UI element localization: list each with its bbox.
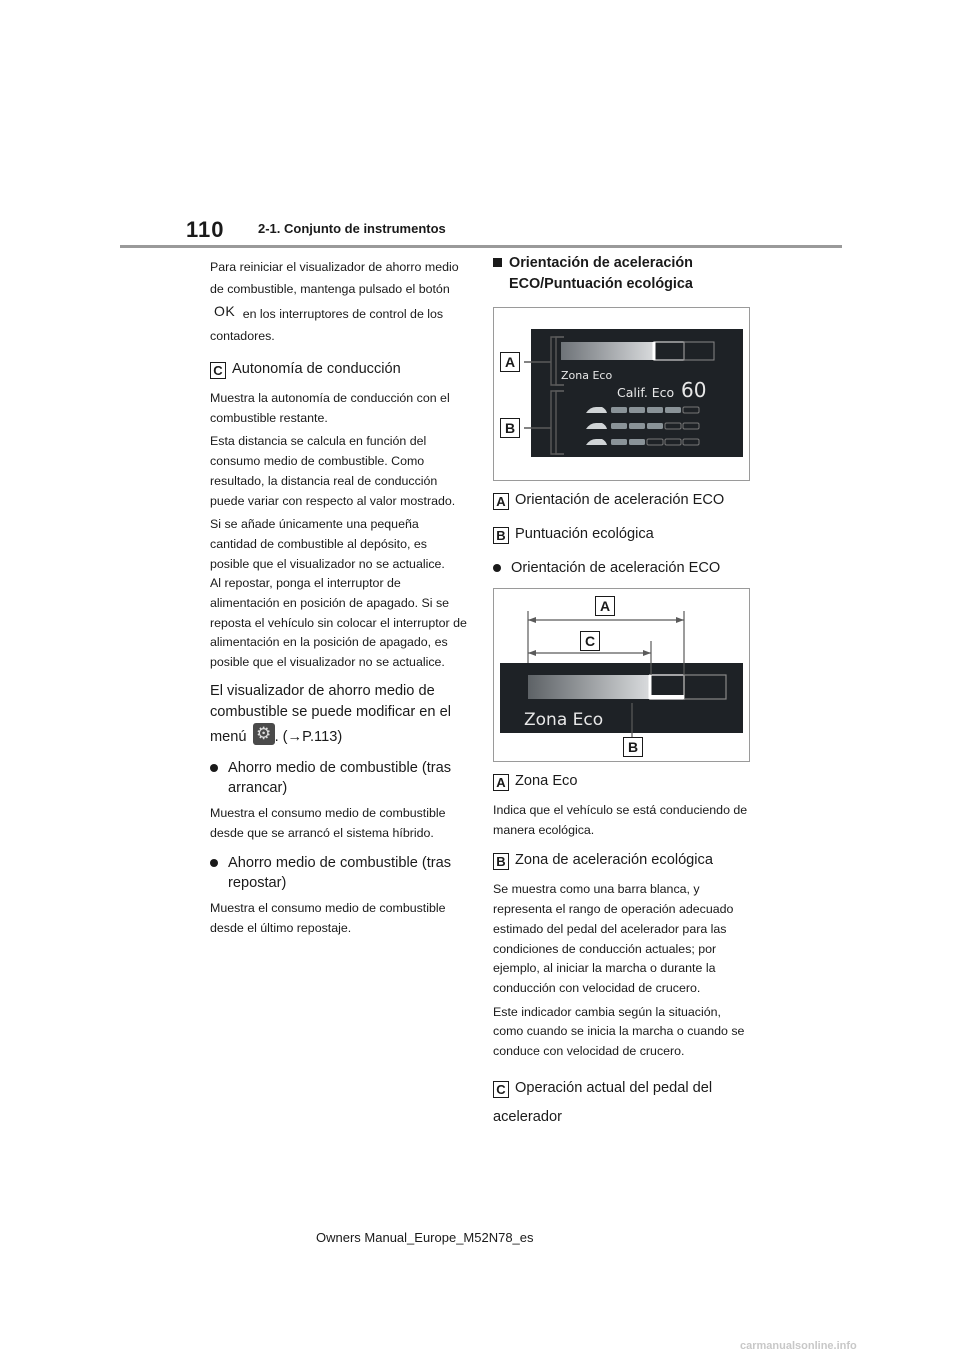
- section-title: 2-1. Conjunto de instrumentos: [258, 221, 446, 236]
- item-zc-title-text: Operación actual del pedal del acelerador: [493, 1079, 713, 1125]
- fig2-label-c: C: [580, 631, 600, 651]
- menu-text-after: . (→P.113): [274, 728, 343, 745]
- item-c-paragraph-2: Esta distancia se calcula en función del consumo medio de combustible. Como resultado, la distancia real de conducción puede variar con respecto al valor mostrado.: [210, 434, 456, 508]
- item-za-title: [493, 771, 751, 791]
- item-b-title-text: Puntuación ecológica: [515, 526, 654, 542]
- item-zb-title: [493, 850, 751, 870]
- fig2-zona-eco: Zona Eco: [524, 710, 604, 730]
- eco-zone-graphic: [494, 589, 749, 761]
- item-zb-title-text: Zona de aceleración ecológica: [515, 852, 713, 869]
- label-a: A: [493, 493, 509, 510]
- fig1-calif-eco: Calif. Eco: [617, 385, 675, 400]
- right-column-mid: [493, 490, 749, 584]
- item-c-paragraph-1: Muestra la autonomía de conducción con el combustible restante.: [210, 391, 450, 425]
- label-b: B: [493, 527, 509, 544]
- reset-instructions: [210, 256, 468, 347]
- fig1-brackets: [494, 308, 749, 480]
- fig1-label-a: A: [500, 352, 520, 372]
- item-c-title: [210, 359, 468, 379]
- menu-instructions: [210, 681, 468, 748]
- label-c: C: [210, 362, 226, 379]
- header-divider: [120, 245, 842, 248]
- right-column: [493, 253, 749, 305]
- watermark: carmanualsonline.info: [740, 1340, 857, 1352]
- item-zb-paragraph-1: Se muestra como una barra blanca, y representa el rango de operación adecuado estimado del pedal del acelerador para las condiciones de conducción actuales; por ejemplo, al iniciar la marcha o durante la conducción con velocidad de crucero.: [493, 882, 734, 995]
- reset-text-before: Para reiniciar el visualizador de ahorro medio de combustible, mantenga pulsado el botón: [210, 260, 459, 296]
- fig1-label-b: B: [500, 418, 520, 438]
- reset-text-after: en los interruptores de control de los contadores.: [210, 307, 444, 343]
- page-number: 110: [186, 217, 225, 242]
- bullet-after-start-text: Muestra el consumo medio de combustible desde que se arrancó el sistema híbrido.: [210, 805, 446, 840]
- item-za-text: Indica que el vehículo se está conduciendo de manera ecológica.: [493, 803, 748, 837]
- item-c-paragraph-3b: Al repostar, ponga el interruptor de alimentación en posición de apagado. Si se reposta el vehículo sin colocar el interruptor de alimentación en la posición de apagado, es posible que el visualizador no se actualice.: [210, 576, 467, 670]
- label-za: A: [493, 774, 509, 791]
- eco-heading: Orientación de aceleración ECO/Puntuación ecológica: [493, 253, 749, 295]
- item-a-title-text: Orientación de aceleración ECO: [515, 492, 725, 508]
- fig1-eco-score: 60: [681, 378, 707, 402]
- menu-text-before: El visualizador de ahorro medio de combustible se puede modificar en el menú: [210, 682, 451, 745]
- page-header: [0, 205, 960, 250]
- fig1-zona-eco: Zona Eco: [561, 369, 613, 382]
- footer-text: Owners Manual_Europe_M52N78_es: [316, 1230, 534, 1245]
- item-b-title: [493, 524, 749, 544]
- bullet-eco-guide: Orientación de aceleración ECO: [493, 558, 749, 578]
- item-c-title-text: Autonomía de conducción: [232, 361, 401, 377]
- eco-display-figure: [493, 307, 750, 481]
- right-column-bottom: [493, 771, 751, 1142]
- left-column: [210, 256, 468, 943]
- item-zb-paragraph-2: Este indicador cambia según la situación, como cuando se inicia la marcha o cuando se conduce con velocidad de crucero.: [493, 1004, 745, 1059]
- gear-icon: [253, 723, 275, 745]
- label-zb: B: [493, 853, 509, 870]
- item-zc-title: [493, 1074, 751, 1132]
- bullet-after-refuel: Ahorro medio de combustible (tras repostar): [210, 853, 468, 893]
- item-a-title: [493, 490, 749, 510]
- bullet-after-start: Ahorro medio de combustible (tras arrancar): [210, 758, 468, 798]
- item-c-paragraph-3a: Si se añade únicamente una pequeña cantidad de combustible al depósito, es posible que el visualizador no se actualice.: [210, 517, 445, 571]
- fig2-label-b: B: [623, 737, 643, 757]
- bullet-after-refuel-text: Muestra el consumo medio de combustible desde el último repostaje.: [210, 901, 446, 935]
- ok-button-icon: OK: [214, 303, 236, 319]
- label-zc: C: [493, 1081, 509, 1098]
- fig2-label-a: A: [595, 596, 615, 616]
- item-za-title-text: Zona Eco: [515, 773, 578, 789]
- eco-zone-figure: [493, 588, 750, 762]
